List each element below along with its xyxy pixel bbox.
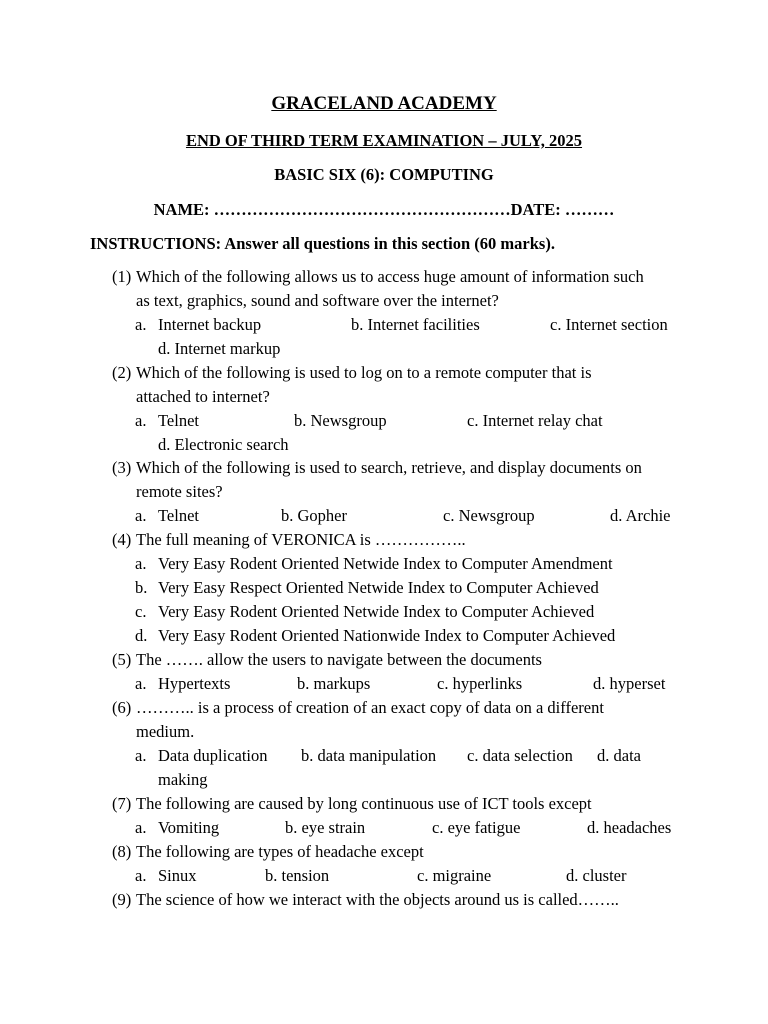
option-letter: c.: [135, 602, 147, 621]
option-a: Internet backup: [158, 315, 262, 334]
question-text: Which of the following is used to log on to a remote computer that is: [136, 363, 592, 382]
question-text: The following are types of headache except: [136, 842, 424, 861]
option-c: c. migraine: [417, 866, 492, 885]
option-d: d. cluster: [566, 866, 627, 885]
option-a: Vomiting: [158, 818, 220, 837]
school-name: GRACELAND ACADEMY: [271, 93, 497, 114]
question-number: (8): [112, 842, 132, 861]
question-text: The following are caused by long continuous use of ICT tools except: [136, 794, 592, 813]
question-text: attached to internet?: [136, 387, 270, 406]
option-letter: a.: [135, 674, 147, 693]
option-a: Hypertexts: [158, 674, 231, 693]
option-d-continued: making: [158, 770, 208, 789]
option-a: Very Easy Rodent Oriented Netwide Index to Computer Amendment: [158, 554, 613, 573]
class-subject: BASIC SIX (6): COMPUTING: [274, 165, 494, 184]
question-number: (4): [112, 530, 132, 549]
question-text: The science of how we interact with the objects around us is called……..: [136, 890, 619, 909]
instructions: INSTRUCTIONS: Answer all questions in this section (60 marks).: [90, 234, 555, 253]
option-a: Sinux: [158, 866, 197, 885]
option-b: b. Newsgroup: [294, 411, 387, 430]
option-b: b. eye strain: [285, 818, 366, 837]
option-d: d. hyperset: [593, 674, 666, 693]
option-d: d. Archie: [610, 506, 671, 525]
option-b: b. data manipulation: [301, 746, 437, 765]
question-number: (2): [112, 363, 132, 382]
question-text: remote sites?: [136, 482, 223, 501]
option-c: c. hyperlinks: [437, 674, 523, 693]
question-number: (9): [112, 890, 132, 909]
question-number: (1): [112, 267, 132, 286]
question-text: medium.: [136, 722, 195, 741]
option-c: c. Internet section: [550, 315, 668, 334]
question-text: The ……. allow the users to navigate between the documents: [136, 650, 542, 669]
option-a: Data duplication: [158, 746, 268, 765]
option-b: Very Easy Respect Oriented Netwide Index to Computer Achieved: [158, 578, 599, 597]
option-letter: a.: [135, 411, 147, 430]
option-letter: a.: [135, 746, 147, 765]
option-d: Very Easy Rodent Oriented Nationwide Index to Computer Achieved: [158, 626, 616, 645]
option-letter: a.: [135, 315, 147, 334]
option-d: d. Internet markup: [158, 339, 281, 358]
option-c: c. Internet relay chat: [467, 411, 603, 430]
option-letter: a.: [135, 506, 147, 525]
option-b: b. Internet facilities: [351, 315, 480, 334]
exam-title: END OF THIRD TERM EXAMINATION – JULY, 2025: [185, 131, 583, 150]
option-letter: b.: [135, 578, 148, 597]
option-letter: a.: [135, 818, 147, 837]
option-c: Very Easy Rodent Oriented Netwide Index to Computer Achieved: [158, 602, 595, 621]
question-text: ……….. is a process of creation of an exact copy of data on a different: [136, 698, 604, 717]
option-d: d. headaches: [587, 818, 672, 837]
option-d: d. Electronic search: [158, 435, 289, 454]
question-text: Which of the following allows us to access huge amount of information such: [136, 267, 644, 286]
question-text: The full meaning of VERONICA is ……………..: [136, 530, 466, 549]
option-b: b. Gopher: [281, 506, 347, 525]
question-number: (3): [112, 458, 132, 477]
option-c: c. Newsgroup: [443, 506, 535, 525]
option-d: d. data: [597, 746, 641, 765]
option-b: b. markups: [297, 674, 371, 693]
option-b: b. tension: [265, 866, 330, 885]
question-text: as text, graphics, sound and software over the internet?: [136, 291, 499, 310]
question-text: Which of the following is used to search, retrieve, and display documents on: [136, 458, 642, 477]
question-number: (6): [112, 698, 132, 717]
option-letter: a.: [135, 554, 147, 573]
question-number: (5): [112, 650, 132, 669]
name-date-line: NAME: ………………………………………………DATE: ………: [153, 200, 615, 219]
option-a: Telnet: [158, 506, 199, 525]
option-letter: d.: [135, 626, 148, 645]
option-c: c. data selection: [467, 746, 573, 765]
option-c: c. eye fatigue: [432, 818, 521, 837]
option-letter: a.: [135, 866, 147, 885]
question-number: (7): [112, 794, 132, 813]
option-a: Telnet: [158, 411, 199, 430]
